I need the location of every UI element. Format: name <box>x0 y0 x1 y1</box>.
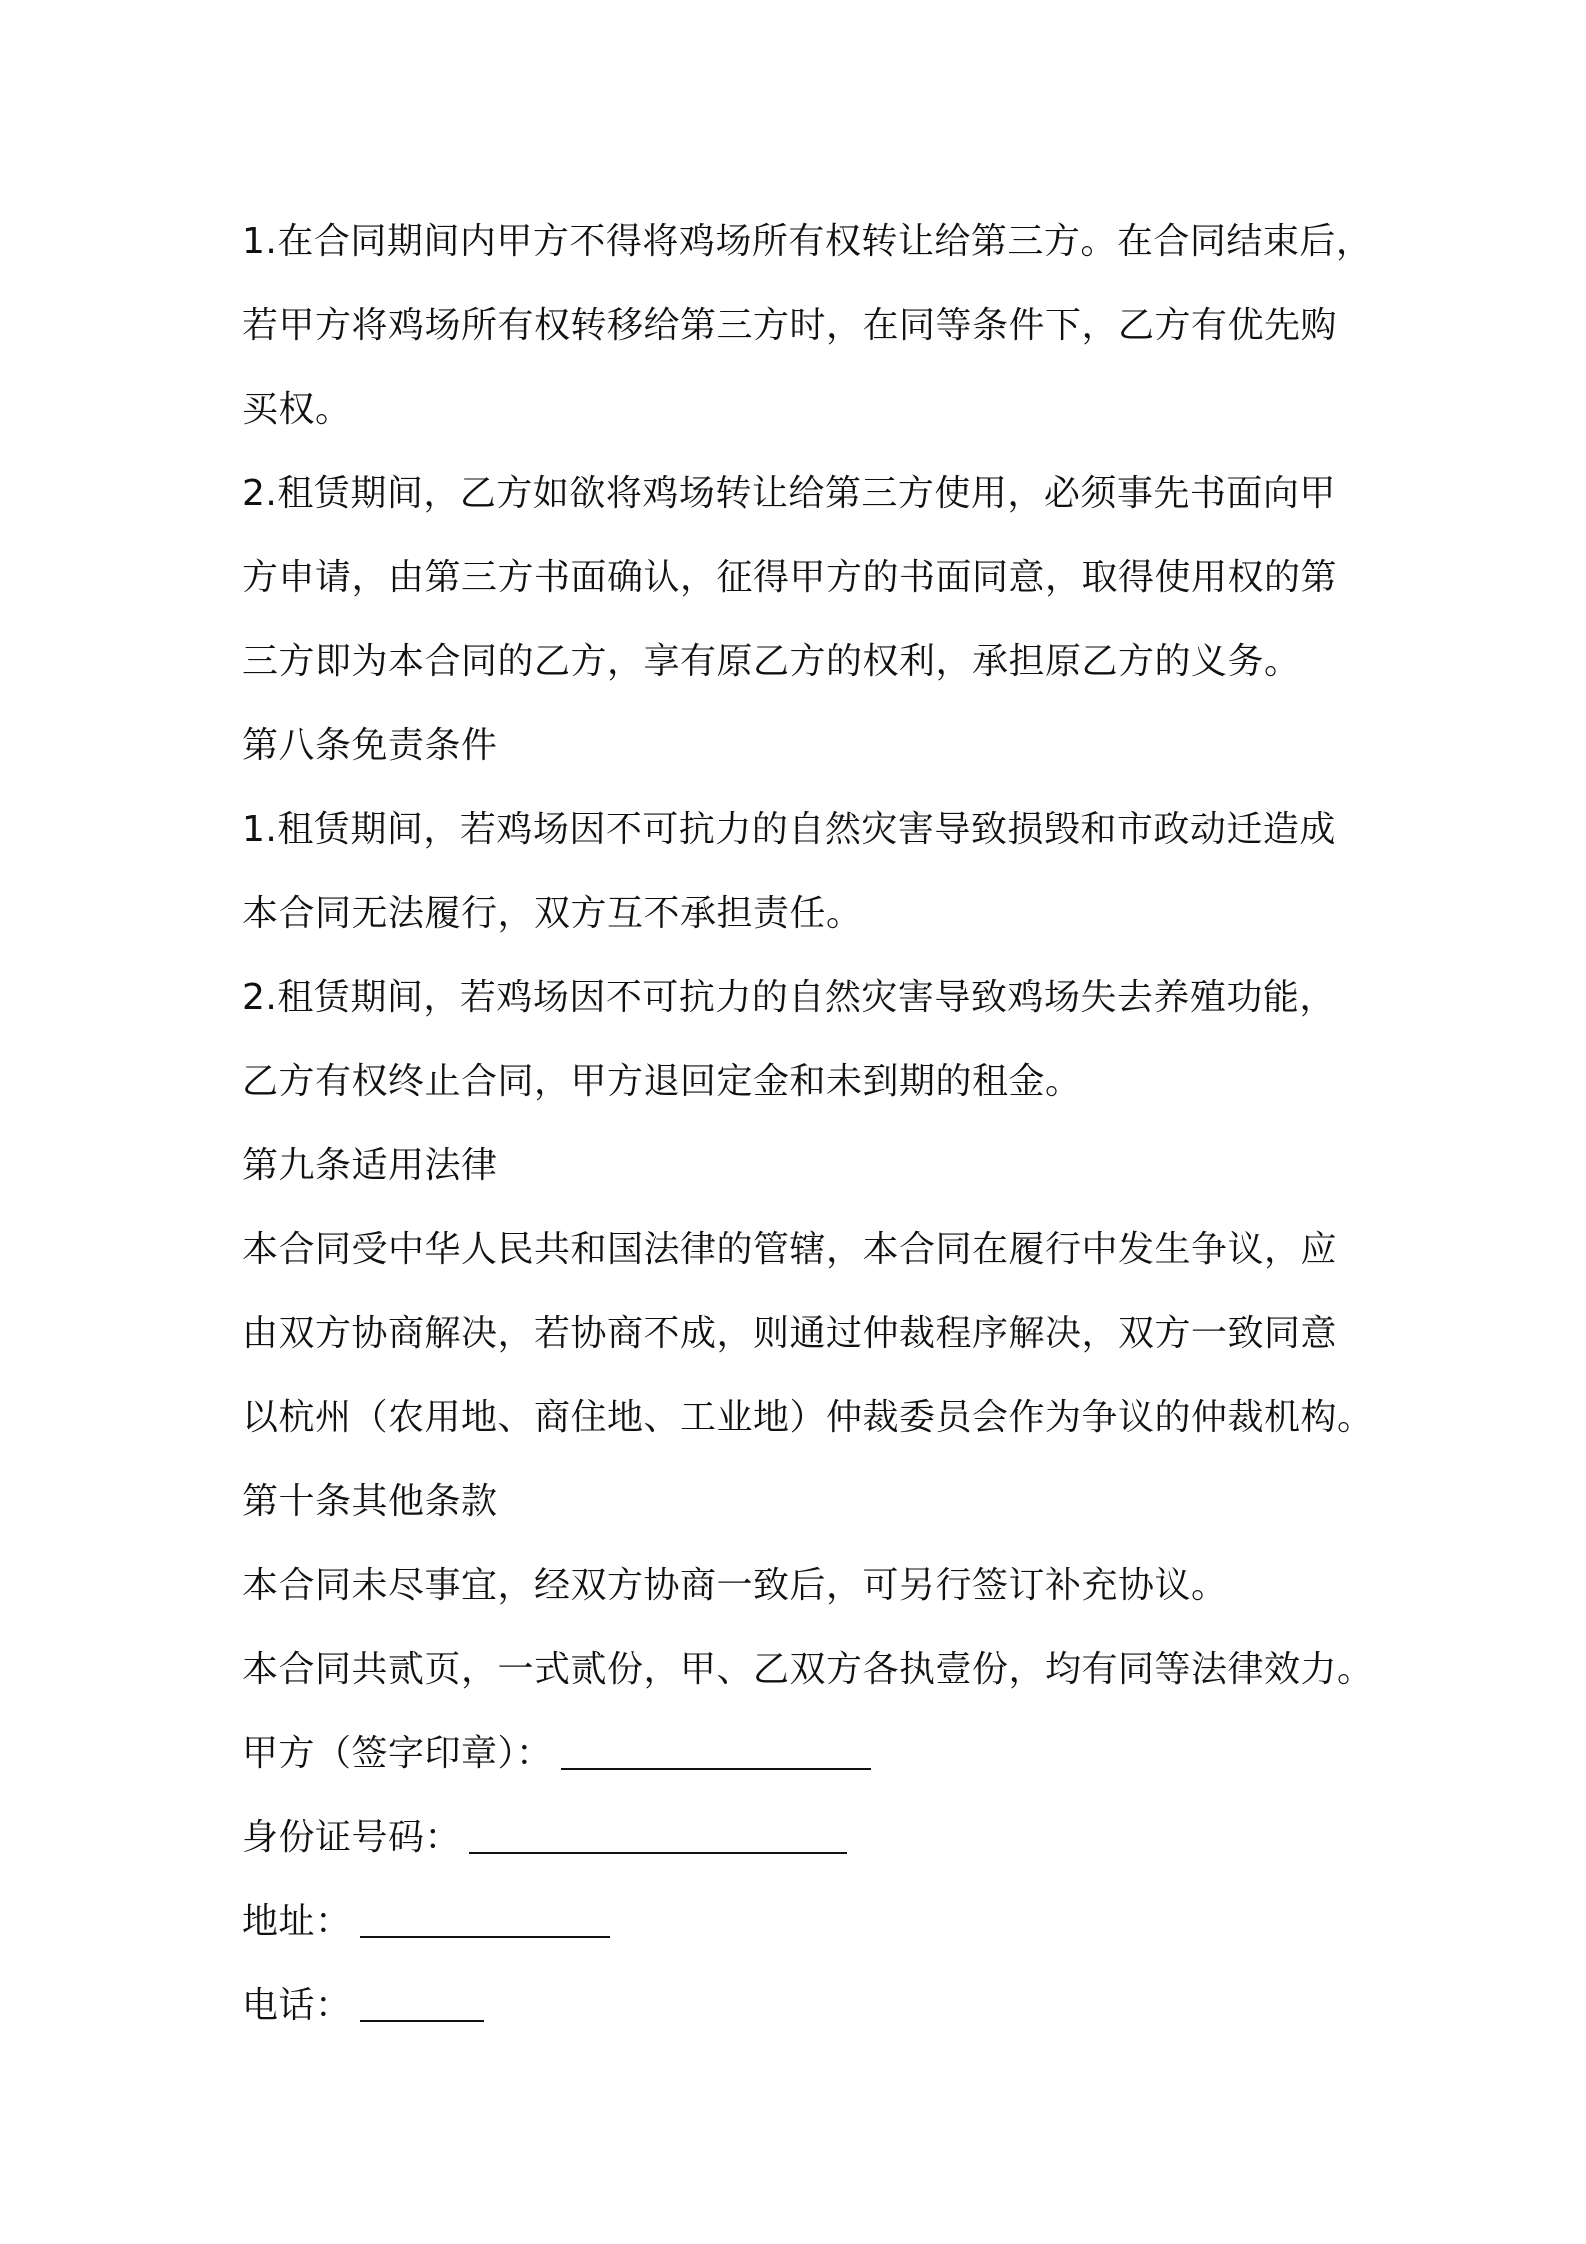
signature-address <box>242 1880 1392 1964</box>
clause8-item2-line2: 乙方有权终止合同，甲方退回定金和未到期的租金。 <box>242 1061 1082 1102</box>
id-number-label: 身份证号码： <box>242 1817 462 1858</box>
id-number-blank[interactable] <box>469 1816 847 1854</box>
address-blank[interactable] <box>360 1900 610 1938</box>
clause9-heading: 第九条适用法律 <box>242 1145 498 1186</box>
phone-blank[interactable] <box>360 1984 484 2022</box>
signature-party-a <box>242 1712 1392 1796</box>
clause10-heading: 第十条其他条款 <box>242 1481 498 1522</box>
document-body <box>242 200 1392 2048</box>
address-label: 地址： <box>242 1901 352 1942</box>
clause8-heading: 第八条免责条件 <box>242 725 498 766</box>
signature-id-number <box>242 1796 1392 1880</box>
clause10-body-line1: 本合同未尽事宜，经双方协商一致后，可另行签订补充协议。 <box>242 1565 1228 1606</box>
clause7-item1-line3: 买权。 <box>242 389 352 430</box>
clause8-item2-line1: 2.租赁期间，若鸡场因不可抗力的自然灾害导致鸡场失去养殖功能， <box>242 977 1336 1018</box>
clause7-item1-line1: 1.在合同期间内甲方不得将鸡场所有权转让给第三方。在合同结束后， <box>242 221 1373 262</box>
clause10-body-line2: 本合同共贰页，一式贰份，甲、乙双方各执壹份，均有同等法律效力。 <box>242 1649 1374 1690</box>
clause8-item1-line2: 本合同无法履行，双方互不承担责任。 <box>242 893 863 934</box>
phone-label: 电话： <box>242 1985 352 2026</box>
party-a-label: 甲方（签字印章）： <box>242 1733 553 1774</box>
clause9-body-line3: 以杭州（农用地、商住地、工业地）仲裁委员会作为争议的仲裁机构。 <box>242 1397 1374 1438</box>
clause9-body-line1: 本合同受中华人民共和国法律的管辖，本合同在履行中发生争议，应 <box>242 1229 1338 1270</box>
clause8-item1-line1: 1.租赁期间，若鸡场因不可抗力的自然灾害导致损毁和市政动迁造成 <box>242 809 1336 850</box>
clause7-item1-line2: 若甲方将鸡场所有权转移给第三方时，在同等条件下，乙方有优先购 <box>242 305 1338 346</box>
clause7-item2-line3: 三方即为本合同的乙方，享有原乙方的权利，承担原乙方的义务。 <box>242 641 1301 682</box>
clause7-item2-line1: 2.租赁期间，乙方如欲将鸡场转让给第三方使用，必须事先书面向甲 <box>242 473 1336 514</box>
clause9-body-line2: 由双方协商解决，若协商不成，则通过仲裁程序解决，双方一致同意 <box>242 1313 1338 1354</box>
clause7-item2-line2: 方申请，由第三方书面确认，征得甲方的书面同意，取得使用权的第 <box>242 557 1338 598</box>
party-a-signature-blank[interactable] <box>561 1732 871 1770</box>
signature-phone <box>242 1964 1392 2048</box>
